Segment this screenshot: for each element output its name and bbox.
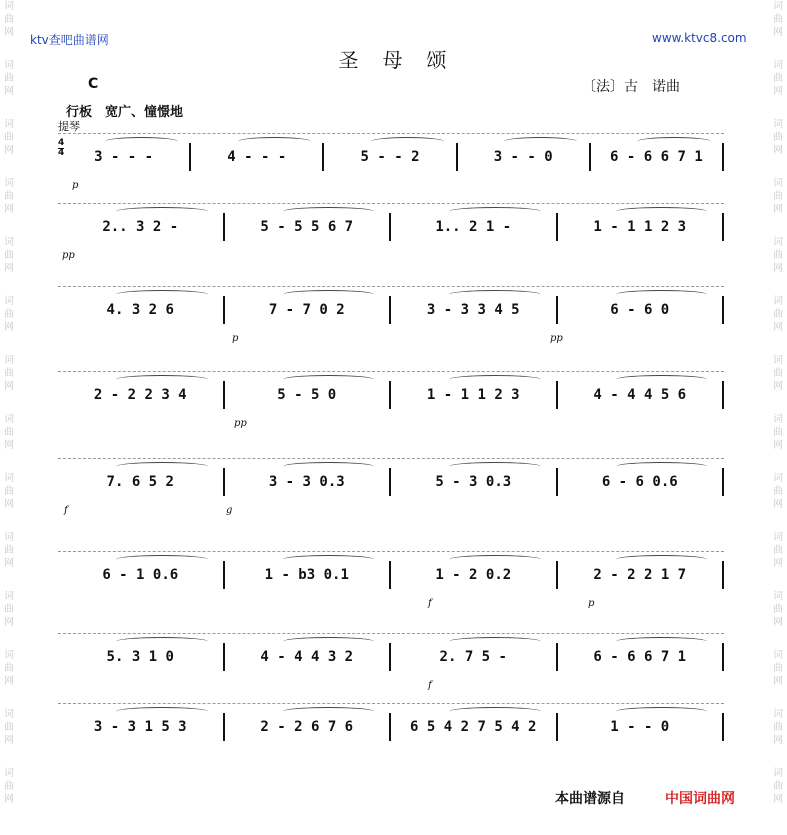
measure-notes: 6 - 6 0 bbox=[610, 302, 670, 318]
watermark-char: 曲 bbox=[4, 663, 14, 674]
measure bbox=[225, 381, 392, 409]
measure bbox=[58, 713, 225, 741]
measure-notes: 5 - 5 0 bbox=[277, 387, 337, 403]
watermark-char: 词 bbox=[773, 355, 783, 366]
watermark-char: 词 bbox=[4, 237, 14, 248]
measure-row bbox=[58, 643, 724, 671]
watermark-char: 词 bbox=[4, 709, 14, 720]
watermark-char: 网 bbox=[4, 263, 14, 274]
measure-notes: 3 - - - bbox=[94, 149, 154, 165]
watermark-char: 曲 bbox=[4, 486, 14, 497]
measure bbox=[391, 713, 558, 741]
system-guide-line bbox=[58, 458, 724, 459]
watermark-char: 词 bbox=[4, 414, 14, 425]
measure bbox=[58, 213, 225, 241]
watermark-char: 网 bbox=[773, 676, 783, 687]
measure-notes: 6 - 1 0.6 bbox=[102, 567, 179, 583]
measure bbox=[391, 468, 558, 496]
measure bbox=[391, 296, 558, 324]
watermark-char: 词 bbox=[773, 296, 783, 307]
measure-notes: 3 - 3 3 4 5 bbox=[426, 302, 520, 318]
watermark-char: 网 bbox=[4, 145, 14, 156]
system-guide-line bbox=[58, 133, 724, 134]
watermark-char: 曲 bbox=[773, 250, 783, 261]
watermark-char: 曲 bbox=[773, 604, 783, 615]
measure-row bbox=[58, 213, 724, 241]
measure bbox=[58, 468, 225, 496]
watermark-char: 曲 bbox=[773, 368, 783, 379]
watermark-char: 曲 bbox=[773, 73, 783, 84]
watermark-char: 曲 bbox=[773, 309, 783, 320]
measure-notes: 6 - 6 6 7 1 bbox=[593, 649, 687, 665]
dynamic-marking: p bbox=[72, 180, 79, 191]
watermark-char: 网 bbox=[773, 381, 783, 392]
measure bbox=[58, 296, 225, 324]
score-system bbox=[58, 548, 724, 620]
watermark-char: 网 bbox=[773, 86, 783, 97]
watermark-char: 曲 bbox=[773, 191, 783, 202]
watermark-char: 词 bbox=[773, 591, 783, 602]
measure bbox=[58, 561, 225, 589]
score-system bbox=[58, 700, 724, 772]
dynamic-marking: p bbox=[232, 333, 239, 344]
score-title: 圣 母 颂 bbox=[338, 48, 449, 72]
dynamic-marking: pp bbox=[62, 250, 75, 261]
watermark-char: 曲 bbox=[4, 722, 14, 733]
watermark-char: 词 bbox=[4, 178, 14, 189]
measure bbox=[225, 561, 392, 589]
watermark-char: 曲 bbox=[4, 14, 14, 25]
measure bbox=[558, 468, 725, 496]
watermark-char: 曲 bbox=[4, 132, 14, 143]
dynamic-marking: f bbox=[428, 598, 432, 609]
measure bbox=[391, 381, 558, 409]
watermark-char: 词 bbox=[4, 650, 14, 661]
measure-row bbox=[58, 381, 724, 409]
measure-notes: 5 - - 2 bbox=[360, 149, 420, 165]
measure bbox=[558, 561, 725, 589]
system-guide-line bbox=[58, 203, 724, 204]
watermark-char: 网 bbox=[773, 204, 783, 215]
watermark-char: 曲 bbox=[773, 132, 783, 143]
dynamic-marking: pp bbox=[234, 418, 247, 429]
measure bbox=[391, 561, 558, 589]
measure-notes: 1 - 2 0.2 bbox=[435, 567, 512, 583]
measure-notes: 4 - 4 4 3 2 bbox=[260, 649, 354, 665]
watermark-char: 网 bbox=[4, 735, 14, 746]
watermark-char: 曲 bbox=[773, 486, 783, 497]
measure-notes: 7 - 7 0 2 bbox=[268, 302, 345, 318]
tempo-marking: 行板 宽广、憧憬地 bbox=[66, 105, 184, 120]
watermark-char: 曲 bbox=[4, 545, 14, 556]
score-system bbox=[58, 130, 724, 202]
system-guide-line bbox=[58, 633, 724, 634]
watermark-char: 词 bbox=[773, 119, 783, 130]
watermark-char: 词 bbox=[4, 1, 14, 12]
watermark-char: 网 bbox=[4, 440, 14, 451]
measure bbox=[225, 643, 392, 671]
measure-notes: 1.. 2 1 - bbox=[435, 219, 512, 235]
watermark-char: 词 bbox=[773, 414, 783, 425]
watermark-char: 曲 bbox=[4, 73, 14, 84]
watermark-char: 词 bbox=[4, 296, 14, 307]
watermark-char: 曲 bbox=[773, 14, 783, 25]
watermark-char: 曲 bbox=[773, 545, 783, 556]
measure-notes: 3 - - 0 bbox=[493, 149, 553, 165]
watermark-char: 网 bbox=[773, 263, 783, 274]
right-watermark-strip bbox=[769, 0, 787, 835]
system-guide-line bbox=[58, 371, 724, 372]
measure bbox=[191, 143, 324, 171]
instrument-label: 提琴 bbox=[58, 120, 80, 133]
watermark-char: 曲 bbox=[773, 781, 783, 792]
watermark-char: 词 bbox=[4, 473, 14, 484]
watermark-char: 网 bbox=[4, 794, 14, 805]
measure bbox=[58, 381, 225, 409]
system-guide-line bbox=[58, 703, 724, 704]
watermark-char: 网 bbox=[773, 794, 783, 805]
watermark-char: 曲 bbox=[4, 781, 14, 792]
watermark-char: 网 bbox=[4, 86, 14, 97]
measure-notes: 5 - 3 0.3 bbox=[435, 474, 512, 490]
watermark-char: 曲 bbox=[773, 663, 783, 674]
measure bbox=[558, 213, 725, 241]
measure bbox=[225, 213, 392, 241]
watermark-char: 词 bbox=[773, 532, 783, 543]
watermark-char: 词 bbox=[773, 178, 783, 189]
watermark-char: 曲 bbox=[773, 427, 783, 438]
header-left-site: ktv查吧曲谱网 bbox=[30, 33, 109, 47]
watermark-char: 曲 bbox=[4, 427, 14, 438]
measure-notes: 2 - 2 6 7 6 bbox=[260, 719, 354, 735]
measure bbox=[324, 143, 457, 171]
system-guide-line bbox=[58, 551, 724, 552]
measure bbox=[591, 143, 724, 171]
measure-notes: 1 - 1 1 2 3 bbox=[426, 387, 520, 403]
footer-source-label: 本曲谱源自 bbox=[555, 791, 625, 807]
watermark-char: 网 bbox=[4, 381, 14, 392]
watermark-char: 网 bbox=[4, 676, 14, 687]
watermark-char: 词 bbox=[4, 768, 14, 779]
watermark-char: 网 bbox=[773, 499, 783, 510]
dynamic-marking: pp bbox=[550, 333, 563, 344]
time-signature-bottom: 4 bbox=[58, 148, 65, 158]
measure-notes: 1 - 1 1 2 3 bbox=[593, 219, 687, 235]
measure bbox=[391, 213, 558, 241]
measure-notes: 3 - 3 1 5 3 bbox=[93, 719, 187, 735]
dynamic-marking: g bbox=[226, 505, 233, 516]
watermark-char: 网 bbox=[773, 735, 783, 746]
watermark-char: 词 bbox=[773, 650, 783, 661]
measure-notes: 1 - - 0 bbox=[610, 719, 670, 735]
measure bbox=[391, 643, 558, 671]
watermark-char: 网 bbox=[4, 617, 14, 628]
watermark-char: 曲 bbox=[4, 368, 14, 379]
watermark-char: 词 bbox=[773, 60, 783, 71]
measure-notes: 6 - 6 6 7 1 bbox=[610, 149, 703, 165]
measure-notes: 4. 3 2 6 bbox=[106, 302, 174, 318]
score-system bbox=[58, 630, 724, 702]
measure-row bbox=[58, 561, 724, 589]
measure-notes: 6 5 4 2 7 5 4 2 bbox=[410, 719, 537, 735]
watermark-char: 词 bbox=[773, 1, 783, 12]
watermark-char: 曲 bbox=[4, 191, 14, 202]
score-system bbox=[58, 200, 724, 272]
measure bbox=[225, 296, 392, 324]
watermark-char: 词 bbox=[4, 355, 14, 366]
watermark-char: 词 bbox=[4, 60, 14, 71]
measure bbox=[558, 381, 725, 409]
watermark-char: 网 bbox=[4, 27, 14, 38]
measure bbox=[58, 143, 191, 171]
measure-notes: 2. 7 5 - bbox=[439, 649, 507, 665]
measure-notes: 4 - 4 4 5 6 bbox=[593, 387, 687, 403]
measure-notes: 6 - 6 0.6 bbox=[601, 474, 678, 490]
watermark-char: 词 bbox=[773, 473, 783, 484]
watermark-char: 网 bbox=[773, 440, 783, 451]
measure-notes: 5. 3 1 0 bbox=[106, 649, 174, 665]
watermark-char: 网 bbox=[4, 499, 14, 510]
dynamic-marking: f bbox=[64, 505, 68, 516]
dynamic-marking: f bbox=[428, 680, 432, 691]
watermark-char: 网 bbox=[773, 27, 783, 38]
measure-notes: 4 - - - bbox=[227, 149, 287, 165]
system-guide-line bbox=[58, 286, 724, 287]
measure-row bbox=[58, 143, 724, 171]
measure bbox=[458, 143, 591, 171]
score-system bbox=[58, 368, 724, 440]
watermark-char: 网 bbox=[4, 558, 14, 569]
measure-notes: 3 - 3 0.3 bbox=[268, 474, 345, 490]
watermark-char: 曲 bbox=[773, 722, 783, 733]
watermark-char: 网 bbox=[4, 322, 14, 333]
measure bbox=[558, 713, 725, 741]
watermark-char: 词 bbox=[773, 709, 783, 720]
watermark-char: 网 bbox=[4, 204, 14, 215]
watermark-char: 网 bbox=[773, 322, 783, 333]
measure-notes: 2 - 2 2 3 4 bbox=[93, 387, 187, 403]
measure-notes: 2.. 3 2 - bbox=[102, 219, 179, 235]
watermark-char: 词 bbox=[4, 591, 14, 602]
measure bbox=[558, 643, 725, 671]
dynamic-marking: p bbox=[588, 598, 595, 609]
watermark-char: 网 bbox=[773, 558, 783, 569]
measure-row bbox=[58, 713, 724, 741]
watermark-char: 词 bbox=[773, 237, 783, 248]
measure-notes: 2 - 2 2 1 7 bbox=[593, 567, 687, 583]
measure-notes: 1 - b3 0.1 bbox=[264, 567, 349, 583]
composer-credit: 〔法〕古 诺曲 bbox=[582, 79, 680, 95]
time-signature-top: 4 bbox=[58, 138, 65, 148]
measure-row bbox=[58, 296, 724, 324]
watermark-char: 词 bbox=[4, 532, 14, 543]
score-system bbox=[58, 283, 724, 355]
footer-source-site: 中国词曲网 bbox=[665, 791, 735, 807]
measure-notes: 5 - 5 5 6 7 bbox=[260, 219, 354, 235]
measure bbox=[58, 643, 225, 671]
measure bbox=[225, 468, 392, 496]
key-signature: C bbox=[88, 76, 99, 92]
score-system bbox=[58, 455, 724, 527]
watermark-char: 网 bbox=[773, 145, 783, 156]
measure bbox=[225, 713, 392, 741]
watermark-char: 网 bbox=[773, 617, 783, 628]
measure-notes: 7. 6 5 2 bbox=[106, 474, 174, 490]
measure-row bbox=[58, 468, 724, 496]
watermark-char: 曲 bbox=[4, 604, 14, 615]
measure bbox=[558, 296, 725, 324]
watermark-char: 曲 bbox=[4, 309, 14, 320]
watermark-char: 曲 bbox=[4, 250, 14, 261]
left-watermark-strip bbox=[0, 0, 18, 835]
header-right-site: www.ktvc8.com bbox=[652, 31, 747, 45]
watermark-char: 词 bbox=[4, 119, 14, 130]
watermark-char: 词 bbox=[773, 768, 783, 779]
